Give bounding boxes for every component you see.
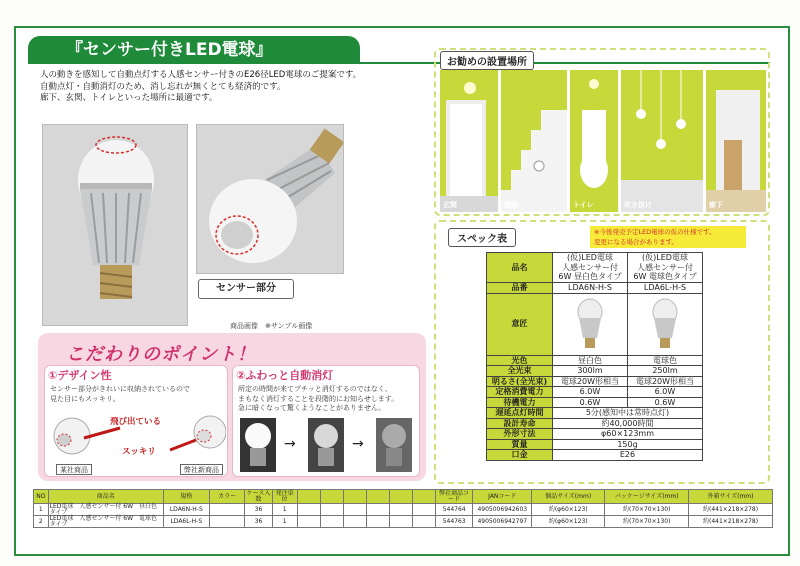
col-header	[320, 490, 343, 504]
spec-row	[487, 408, 703, 419]
cell	[412, 516, 435, 528]
col-header	[366, 490, 389, 504]
points-title: こだわりのポイント！	[66, 344, 256, 365]
spec-value: 昼白色	[553, 355, 628, 366]
cell: 544763	[435, 516, 473, 528]
col-header	[389, 490, 412, 504]
page-title: 『センサー付きLED電球』	[28, 36, 360, 64]
spec-key: 外形寸法	[487, 429, 553, 440]
spec-label: スペック表	[448, 228, 516, 247]
spec-note	[590, 226, 746, 248]
bulb-front-illustration	[43, 125, 188, 326]
spec-key: 全光束	[487, 366, 553, 377]
spec-value: (仮)LED電球 人感センサー付 6W 電球色タイプ	[628, 253, 703, 283]
spec-value: 300lm	[553, 366, 628, 377]
cell	[343, 504, 366, 516]
spec-key: 意匠	[487, 293, 553, 355]
point-design-line: 見た目にもスッキリ。	[50, 394, 120, 403]
spec-value: φ60×123mm	[553, 429, 703, 440]
col-header: パッケージサイズ(mm)	[605, 490, 689, 504]
spec-key: 待機電力	[487, 397, 553, 408]
spec-value: LDA6N-H-S	[553, 283, 628, 294]
spec-design-image	[628, 293, 703, 355]
col-header: 弊社商品コード	[435, 490, 473, 504]
spec-note-line: ※今後発売予定LED電球の仮の仕様です。	[594, 228, 716, 236]
cell	[297, 504, 320, 516]
scene-label: 玄関	[443, 201, 457, 209]
spec-value: 150g	[553, 439, 703, 450]
cell: 4905006942797	[473, 516, 532, 528]
cell: 約(441×218×278)	[689, 504, 773, 516]
col-header: 商品名	[48, 490, 163, 504]
scene-toilet	[570, 70, 618, 212]
point-autooff-text	[238, 385, 398, 414]
spec-value: 5分(感知中は常時点灯)	[553, 408, 703, 419]
spec-row	[487, 366, 703, 377]
cell: 4905006942603	[473, 504, 532, 516]
cell: LDA6N-H-S	[163, 504, 209, 516]
spec-value: (仮)LED電球 人感センサー付 6W 昼白色タイプ	[553, 253, 628, 283]
product-table-header	[34, 490, 773, 504]
spec-note-line: 変更になる場合があります。	[594, 238, 678, 246]
col-header: 外箱サイズ(mm)	[689, 490, 773, 504]
cell: 1	[272, 504, 297, 516]
scene-entrance	[440, 70, 498, 212]
spec-row	[487, 293, 703, 355]
cell: LED電球 人感センサー付 6W 昼白色タイプ	[48, 504, 163, 516]
sensor-part-label: センサー部分	[198, 279, 294, 299]
intro-line: 自動点灯・自動消灯のため、消し忘れが無くとても経済的です。	[40, 81, 286, 92]
spec-row	[487, 376, 703, 387]
bulb-sensor-illustration	[197, 125, 344, 274]
scene-corridor	[706, 70, 766, 212]
spec-value: 6.0W	[553, 387, 628, 398]
bulb-daylight-icon	[575, 296, 605, 350]
col-header: NO	[34, 490, 49, 504]
photo-caption: 商品画像 ※サンプル画像	[230, 322, 313, 330]
spec-key: 光色	[487, 355, 553, 366]
spec-value: LDA6L-H-S	[628, 283, 703, 294]
point-autooff-line: まもなく消灯することを段階的にお知らせします。	[238, 394, 399, 403]
cell	[320, 504, 343, 516]
cell	[366, 504, 389, 516]
scene-label: 階段	[504, 201, 518, 209]
cell: 約(441×218×278)	[689, 516, 773, 528]
cell	[389, 504, 412, 516]
spec-row	[487, 429, 703, 440]
cell	[209, 516, 245, 528]
cell: LDA6L-H-S	[163, 516, 209, 528]
col-header	[297, 490, 320, 504]
col-header: 個品サイズ(mm)	[532, 490, 605, 504]
spec-value: 0.6W	[628, 397, 703, 408]
bulb-warm-icon	[650, 296, 680, 350]
spec-key: 設計寿命	[487, 418, 553, 429]
spec-row	[487, 355, 703, 366]
col-header: JANコード	[473, 490, 532, 504]
scene-label: 廊下	[709, 201, 723, 209]
cell: 1	[272, 516, 297, 528]
scene-label: 吹き抜け	[624, 201, 652, 209]
col-header	[412, 490, 435, 504]
tag-other-product: 某社商品	[56, 464, 92, 475]
point-autooff-line: 所定の時間が来てプチッと消灯するのではなく、	[238, 385, 392, 393]
intro-line: 廊下、玄関、トイレといった場所に最適です。	[40, 93, 218, 103]
spec-key: 定格消費電力	[487, 387, 553, 398]
spec-value: 電球20W形相当	[553, 376, 628, 387]
spec-row	[487, 283, 703, 294]
spec-row	[487, 450, 703, 461]
cell: 36	[245, 516, 272, 528]
col-header	[343, 490, 366, 504]
cell	[209, 504, 245, 516]
col-header: 発注単位	[272, 490, 297, 504]
spec-value: 電球20W形相当	[628, 376, 703, 387]
intro-line: 人の動きを感知して自動点灯する人感センサー付きのE26径LED電球のご提案です。	[40, 70, 362, 80]
cell	[366, 516, 389, 528]
point-design-text	[50, 385, 190, 404]
spec-row	[487, 253, 703, 283]
spec-value: 約40,000時間	[553, 418, 703, 429]
spec-row	[487, 397, 703, 408]
spec-key: 品番	[487, 283, 553, 294]
col-header: カラー	[209, 490, 245, 504]
scene-atrium	[621, 70, 703, 212]
places-label: お勧めの設置場所	[440, 51, 534, 70]
cell: 約(70×70×130)	[605, 504, 689, 516]
cell: 544764	[435, 504, 473, 516]
bulb-photo-front	[42, 124, 188, 326]
svg-text:→: →	[284, 436, 296, 452]
cell	[320, 516, 343, 528]
point-autooff-head: ②ふわっと自動消灯	[236, 369, 334, 382]
col-header: ケース入数	[246, 490, 271, 503]
spec-row	[487, 439, 703, 450]
spec-value: E26	[553, 450, 703, 461]
col-header: 規格	[163, 490, 209, 504]
spec-key: 口金	[487, 450, 553, 461]
cell: 36	[245, 504, 272, 516]
spec-key: 明るさ(全光束)	[487, 376, 553, 387]
spec-key: 遅延点灯時間	[487, 408, 553, 419]
point-autooff-line: 急に暗くなって驚くようなことがありません。	[238, 404, 386, 412]
point-design-head: ①デザイン性	[48, 369, 112, 382]
callout-protruding: 飛び出ている	[110, 417, 162, 427]
table-row	[34, 504, 773, 516]
spec-design-image	[553, 293, 628, 355]
intro-text	[40, 70, 420, 105]
tag-our-product: 弊社新商品	[180, 464, 223, 475]
spec-key: 品名	[487, 253, 553, 283]
spec-key: 質量	[487, 439, 553, 450]
spec-value: 250lm	[628, 366, 703, 377]
cell: 1	[34, 504, 49, 516]
spec-row	[487, 387, 703, 398]
spec-table	[486, 252, 703, 461]
cell	[343, 516, 366, 528]
bulb-photo-sensor	[196, 124, 344, 274]
cell: 2	[34, 516, 49, 528]
cell: 約(70×70×130)	[605, 516, 689, 528]
fade-sequence-illustration	[240, 418, 416, 472]
cell: 約(φ60×123)	[532, 516, 605, 528]
point-design-line: センサー部分がきれいに収納されているので	[50, 385, 190, 393]
spec-value: 0.6W	[553, 397, 628, 408]
cell	[297, 516, 320, 528]
product-table	[33, 489, 773, 528]
cell	[412, 504, 435, 516]
cell: LED電球 人感センサー付 6W 電球色タイプ	[48, 516, 163, 528]
cell: 約(φ60×123)	[532, 504, 605, 516]
table-row	[34, 516, 773, 528]
spec-row	[487, 418, 703, 429]
scene-label: トイレ	[573, 201, 594, 209]
cell	[389, 516, 412, 528]
spec-value: 6.0W	[628, 387, 703, 398]
spec-value: 電球色	[628, 355, 703, 366]
svg-text:→: →	[352, 436, 364, 452]
callout-clean: スッキリ	[122, 447, 156, 457]
scene-stairs	[501, 70, 567, 212]
